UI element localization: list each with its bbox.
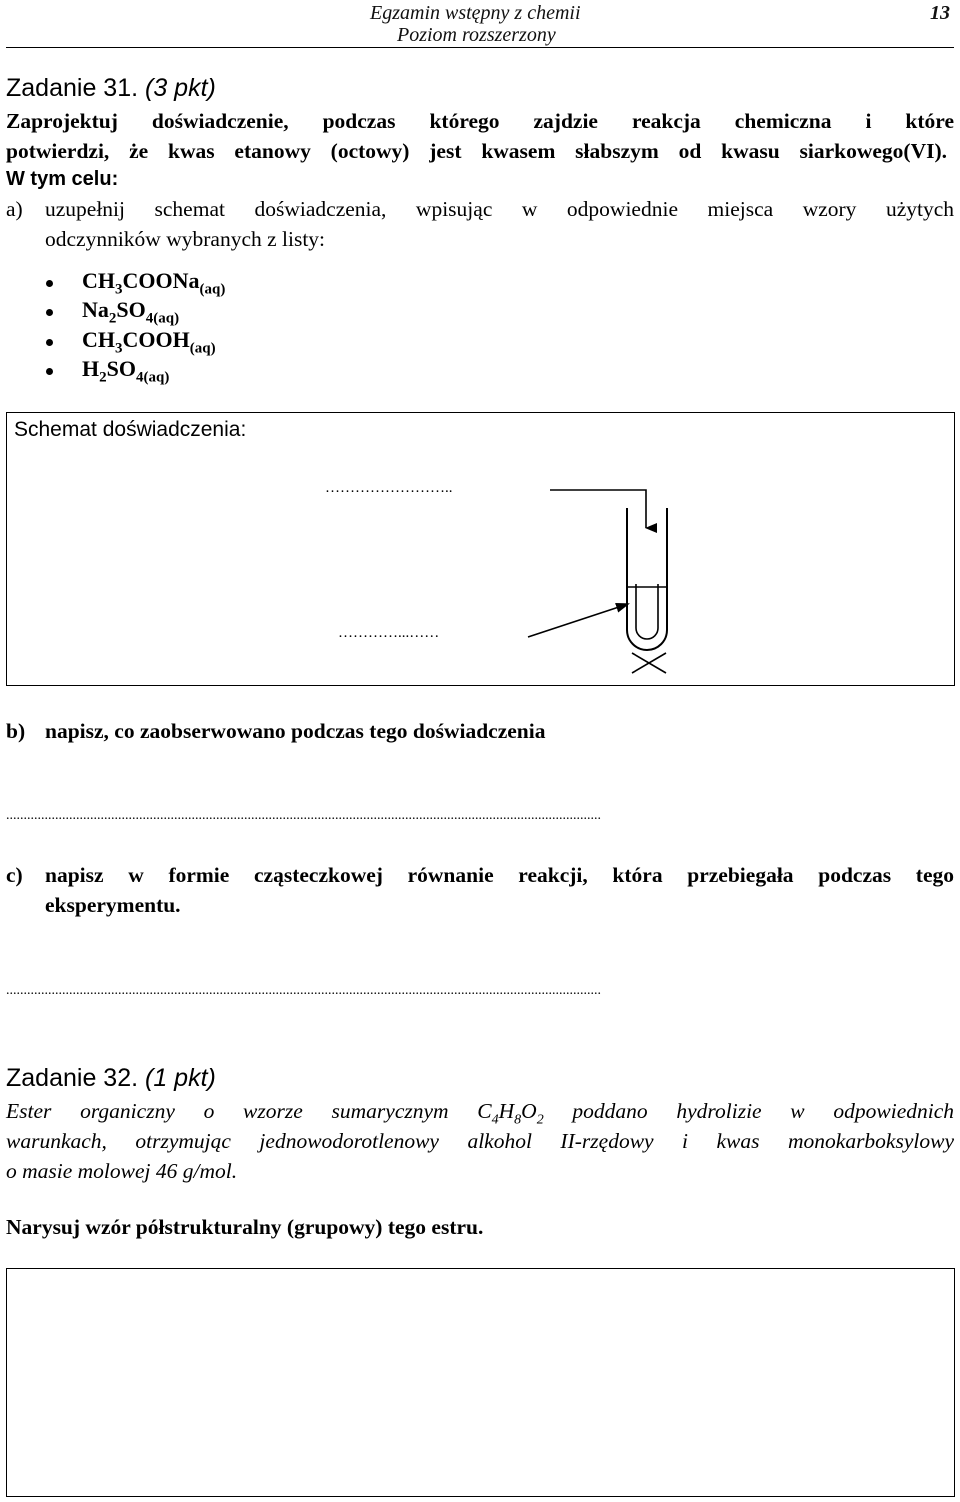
- header-rule: [6, 47, 954, 48]
- test-tube-outer: [627, 508, 667, 650]
- bottom-arrow: [528, 604, 628, 637]
- part-b-label: b): [6, 719, 26, 743]
- bullet-icon: [46, 368, 53, 375]
- top-arrow: [550, 490, 646, 528]
- reagent-2: $Na_2SO_{4(aq)}$: [82, 297, 180, 327]
- task-31-intro-line-3: W tym celu:: [6, 168, 119, 190]
- bullet-icon: [46, 280, 53, 287]
- task-32-points: (1 pkt): [145, 1064, 216, 1092]
- task-31-intro-line-2: potwierdzi, że kwas etanowy (octowy) jest kwasem słabszym od kwasu siarkowego(VI).: [6, 139, 947, 163]
- reagent-3: $CH_3COOH_{(aq)}$: [82, 327, 216, 357]
- part-b-text: napisz, co zaobserwowano podczas tego doświadczenia: [45, 719, 546, 743]
- bullet-icon: [46, 309, 53, 316]
- header-line-1: Egzamin wstępny z chemii: [370, 2, 581, 24]
- answer-box-32[interactable]: [6, 1268, 955, 1497]
- schema-label: Schemat doświadczenia:: [14, 418, 247, 441]
- task-32-line-1: Ester organiczny o wzorze sumarycznym $C_4H_8O_2$ poddano hydrolizie w odpowiednich: [6, 1099, 955, 1128]
- part-a-line-1: uzupełnij schemat doświadczenia, wpisując w odpowiednie miejsca wzory użytych: [45, 197, 954, 221]
- task-32-instruction: Narysuj wzór półstrukturalny (grupowy) tego estru.: [6, 1215, 484, 1239]
- bullet-icon: [46, 339, 53, 346]
- task-32-line-2: warunkach, otrzymując jednowodorotlenowy alkohol II-rzędowy i kwas monokarboksylowy: [6, 1129, 954, 1153]
- answer-line-b[interactable]: ..........................................................................................................................................................................: [6, 808, 601, 823]
- part-a-line-2: odczynników wybranych z listy:: [45, 227, 326, 251]
- schema-dots-bottom[interactable]: …………...……: [338, 625, 440, 641]
- part-c-label: c): [6, 863, 23, 887]
- reagent-4: $H_2SO_{4(aq)}$: [82, 356, 170, 386]
- task-31-title-main: Zadanie 31.: [6, 74, 145, 102]
- schema-box: [6, 412, 955, 686]
- test-tube-inner: [636, 584, 658, 639]
- task-32-title: [6, 1064, 216, 1093]
- header-line-2: Poziom rozszerzony: [397, 24, 556, 46]
- part-a-label: a): [6, 197, 23, 221]
- test-tube-diagram: [500, 480, 700, 680]
- task-31-intro-line-1: Zaprojektuj doświadczenie, podczas którego zajdzie reakcja chemiczna i które: [6, 109, 954, 133]
- task-31-title: [6, 74, 216, 103]
- answer-line-c[interactable]: ..........................................................................................................................................................................: [6, 983, 601, 998]
- task-32-title-main: Zadanie 32.: [6, 1064, 145, 1092]
- page-number: 13: [930, 2, 950, 24]
- reagent-1: $CH_3COONa_{(aq)}$: [82, 268, 226, 298]
- part-c-line-2: eksperymentu.: [45, 893, 181, 917]
- task-32-line-3: o masie molowej 46 g/mol.: [6, 1159, 238, 1183]
- part-c-line-1: napisz w formie cząsteczkowej równanie reakcji, która przebiegała podczas tego: [45, 863, 954, 887]
- schema-dots-top[interactable]: ……………………..: [325, 480, 453, 496]
- task-31-points: (3 pkt): [145, 74, 216, 102]
